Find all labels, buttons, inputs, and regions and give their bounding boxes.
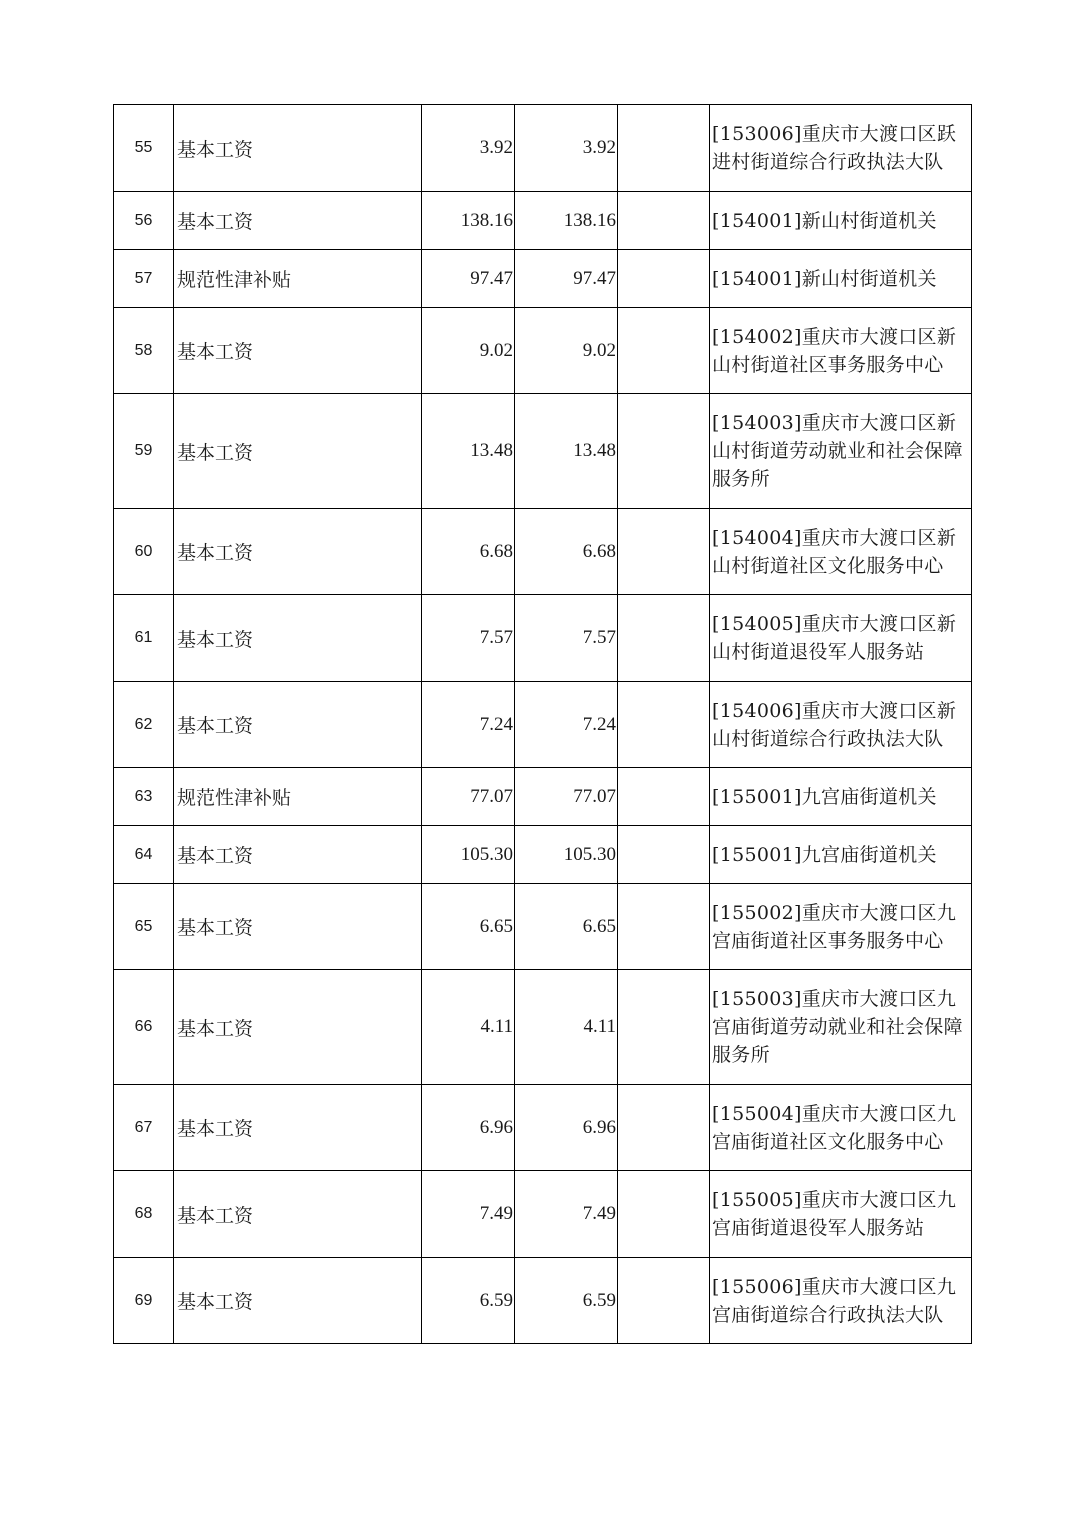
table-row	[114, 768, 972, 826]
unit-name-cell: [154004]重庆市大渡口区新山村街道社区文化服务中心	[710, 509, 972, 595]
amount-cell: 97.47	[515, 250, 618, 308]
row-index-cell: 66	[114, 970, 174, 1085]
amount-cell: 6.59	[515, 1258, 618, 1344]
item-name-cell: 基本工资	[174, 595, 422, 682]
empty-cell	[618, 509, 710, 595]
unit-name-cell: [154006]重庆市大渡口区新山村街道综合行政执法大队	[710, 682, 972, 768]
item-name-cell: 基本工资	[174, 105, 422, 192]
amount-cell: 6.68	[422, 509, 515, 595]
empty-cell	[618, 250, 710, 308]
table-body	[114, 105, 972, 1344]
amount-cell: 97.47	[422, 250, 515, 308]
amount-cell: 3.92	[515, 105, 618, 192]
empty-cell	[618, 105, 710, 192]
unit-name-cell: [153006]重庆市大渡口区跃进村街道综合行政执法大队	[710, 105, 972, 192]
amount-cell: 6.59	[422, 1258, 515, 1344]
unit-name-cell: [155006]重庆市大渡口区九宫庙街道综合行政执法大队	[710, 1258, 972, 1344]
unit-name-cell: [154003]重庆市大渡口区新山村街道劳动就业和社会保障服务所	[710, 394, 972, 509]
amount-cell: 7.49	[515, 1171, 618, 1258]
amount-cell: 6.96	[422, 1085, 515, 1171]
item-name-cell: 基本工资	[174, 826, 422, 884]
amount-cell: 9.02	[515, 308, 618, 394]
table-row	[114, 1171, 972, 1258]
table-row	[114, 970, 972, 1085]
item-name-cell: 基本工资	[174, 884, 422, 970]
unit-name-cell: [154005]重庆市大渡口区新山村街道退役军人服务站	[710, 595, 972, 682]
unit-name-cell: [155001]九宫庙街道机关	[710, 826, 972, 884]
item-name-cell: 基本工资	[174, 308, 422, 394]
amount-cell: 4.11	[515, 970, 618, 1085]
item-name-cell: 基本工资	[174, 1085, 422, 1171]
row-index-cell: 63	[114, 768, 174, 826]
empty-cell	[618, 682, 710, 768]
row-index-cell: 67	[114, 1085, 174, 1171]
amount-cell: 4.11	[422, 970, 515, 1085]
amount-cell: 7.24	[515, 682, 618, 768]
empty-cell	[618, 1085, 710, 1171]
item-name-cell: 基本工资	[174, 1171, 422, 1258]
table-row	[114, 884, 972, 970]
table-row	[114, 1085, 972, 1171]
table-row	[114, 682, 972, 768]
row-index-cell: 55	[114, 105, 174, 192]
row-index-cell: 68	[114, 1171, 174, 1258]
amount-cell: 9.02	[422, 308, 515, 394]
row-index-cell: 56	[114, 192, 174, 250]
table-row	[114, 826, 972, 884]
empty-cell	[618, 308, 710, 394]
amount-cell: 7.49	[422, 1171, 515, 1258]
item-name-cell: 基本工资	[174, 394, 422, 509]
item-name-cell: 基本工资	[174, 509, 422, 595]
amount-cell: 105.30	[422, 826, 515, 884]
amount-cell: 77.07	[515, 768, 618, 826]
unit-name-cell: [155001]九宫庙街道机关	[710, 768, 972, 826]
item-name-cell: 基本工资	[174, 1258, 422, 1344]
row-index-cell: 59	[114, 394, 174, 509]
amount-cell: 13.48	[515, 394, 618, 509]
amount-cell: 77.07	[422, 768, 515, 826]
amount-cell: 138.16	[422, 192, 515, 250]
row-index-cell: 65	[114, 884, 174, 970]
amount-cell: 6.65	[515, 884, 618, 970]
amount-cell: 105.30	[515, 826, 618, 884]
amount-cell: 7.57	[515, 595, 618, 682]
table-row	[114, 105, 972, 192]
row-index-cell: 69	[114, 1258, 174, 1344]
amount-cell: 7.57	[422, 595, 515, 682]
empty-cell	[618, 884, 710, 970]
unit-name-cell: [154002]重庆市大渡口区新山村街道社区事务服务中心	[710, 308, 972, 394]
amount-cell: 6.68	[515, 509, 618, 595]
unit-name-cell: [155002]重庆市大渡口区九宫庙街道社区事务服务中心	[710, 884, 972, 970]
table-row	[114, 509, 972, 595]
unit-name-cell: [155004]重庆市大渡口区九宫庙街道社区文化服务中心	[710, 1085, 972, 1171]
item-name-cell: 规范性津补贴	[174, 768, 422, 826]
table-row	[114, 192, 972, 250]
amount-cell: 6.65	[422, 884, 515, 970]
amount-cell: 6.96	[515, 1085, 618, 1171]
unit-name-cell: [155005]重庆市大渡口区九宫庙街道退役军人服务站	[710, 1171, 972, 1258]
row-index-cell: 58	[114, 308, 174, 394]
unit-name-cell: [155003]重庆市大渡口区九宫庙街道劳动就业和社会保障服务所	[710, 970, 972, 1085]
item-name-cell: 基本工资	[174, 192, 422, 250]
empty-cell	[618, 192, 710, 250]
amount-cell: 138.16	[515, 192, 618, 250]
row-index-cell: 60	[114, 509, 174, 595]
table-row	[114, 308, 972, 394]
row-index-cell: 57	[114, 250, 174, 308]
unit-name-cell: [154001]新山村街道机关	[710, 192, 972, 250]
row-index-cell: 62	[114, 682, 174, 768]
empty-cell	[618, 394, 710, 509]
empty-cell	[618, 970, 710, 1085]
row-index-cell: 61	[114, 595, 174, 682]
table-row	[114, 1258, 972, 1344]
empty-cell	[618, 768, 710, 826]
table-row	[114, 250, 972, 308]
unit-name-cell: [154001]新山村街道机关	[710, 250, 972, 308]
budget-table	[113, 104, 972, 1344]
empty-cell	[618, 1171, 710, 1258]
empty-cell	[618, 595, 710, 682]
amount-cell: 13.48	[422, 394, 515, 509]
table-row	[114, 394, 972, 509]
item-name-cell: 基本工资	[174, 970, 422, 1085]
amount-cell: 3.92	[422, 105, 515, 192]
item-name-cell: 基本工资	[174, 682, 422, 768]
amount-cell: 7.24	[422, 682, 515, 768]
item-name-cell: 规范性津补贴	[174, 250, 422, 308]
row-index-cell: 64	[114, 826, 174, 884]
empty-cell	[618, 826, 710, 884]
table-row	[114, 595, 972, 682]
empty-cell	[618, 1258, 710, 1344]
